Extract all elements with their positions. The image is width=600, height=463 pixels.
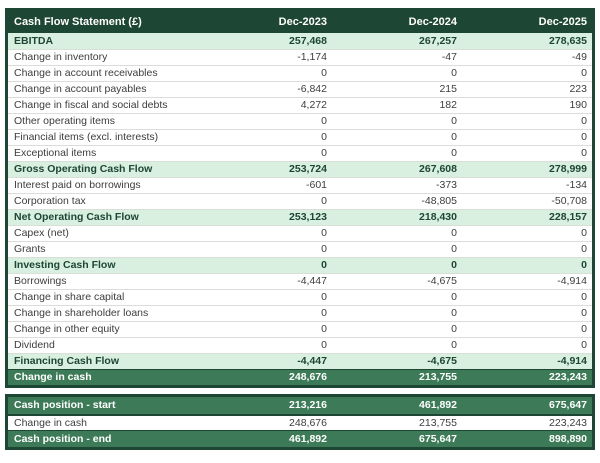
- table-row: [8, 33, 592, 49]
- row-label: Change in account payables: [14, 84, 147, 95]
- cell-value: 0: [451, 323, 457, 336]
- cell-value: 0: [321, 323, 327, 336]
- cell-value: -4,447: [297, 275, 327, 288]
- cell-value: 0: [321, 195, 327, 208]
- row-label: EBITDA: [14, 35, 54, 47]
- cell-value: -4,914: [557, 275, 587, 288]
- cell-value: 213,755: [419, 371, 457, 384]
- row-label: Change in shareholder loans: [14, 308, 149, 319]
- cell-value: 0: [451, 131, 457, 144]
- cell-value: 0: [321, 115, 327, 128]
- cell-value: 223,243: [549, 416, 587, 429]
- cell-value: 267,257: [419, 34, 457, 47]
- table-row: [8, 145, 592, 161]
- cell-value: 0: [451, 115, 457, 128]
- table-row: [8, 337, 592, 353]
- table-row: [8, 97, 592, 113]
- row-label: Other operating items: [14, 116, 115, 127]
- cell-value: 0: [321, 131, 327, 144]
- table-row: [8, 49, 592, 65]
- table-row: [8, 177, 592, 193]
- cell-value: 0: [451, 243, 457, 256]
- cell-value: 0: [451, 67, 457, 80]
- cell-value: -134: [565, 179, 587, 192]
- row-label: Change in cash: [14, 417, 87, 429]
- cell-value: 4,272: [300, 99, 327, 112]
- table-row: [8, 257, 592, 273]
- table-row: [8, 321, 592, 337]
- cell-value: 0: [581, 243, 587, 256]
- table-row: [8, 289, 592, 305]
- row-label: Change in other equity: [14, 324, 120, 335]
- table-row: [8, 161, 592, 177]
- cell-value: 278,635: [549, 34, 587, 47]
- table-title: Cash Flow Statement (£): [14, 16, 142, 28]
- cell-value: 898,890: [549, 432, 587, 445]
- cell-value: 0: [581, 339, 587, 352]
- table-row: [8, 225, 592, 241]
- row-label: Change in share capital: [14, 292, 125, 303]
- table-row: [8, 353, 592, 369]
- row-label: Cash position - start: [14, 400, 116, 411]
- cell-value: -4,914: [557, 355, 587, 368]
- cash-flow-table: [5, 8, 595, 388]
- cell-value: 0: [581, 67, 587, 80]
- table-row: [8, 241, 592, 257]
- table-row: [8, 273, 592, 289]
- cell-value: 0: [451, 291, 457, 304]
- cell-value: 182: [439, 99, 457, 112]
- cash-position-table: [5, 394, 595, 450]
- cell-value: -4,447: [297, 355, 327, 368]
- cell-value: -6,842: [297, 83, 327, 96]
- cell-value: 675,647: [419, 432, 457, 445]
- cash-position-table-body: [8, 397, 592, 447]
- row-label: Borrowings: [14, 276, 67, 287]
- table-header-row: [8, 11, 592, 33]
- cell-value: 253,123: [289, 211, 327, 224]
- cell-value: 0: [321, 227, 327, 240]
- row-label: Interest paid on borrowings: [14, 180, 141, 191]
- cell-value: 0: [451, 259, 457, 272]
- column-header-dec-2024: Dec-2024: [408, 15, 457, 28]
- cell-value: 0: [451, 147, 457, 160]
- cell-value: 213,216: [289, 399, 327, 412]
- row-label: Cash position - end: [14, 433, 112, 445]
- column-header-dec-2023: Dec-2023: [278, 15, 327, 28]
- row-label: Gross Operating Cash Flow: [14, 164, 153, 175]
- cell-value: 257,468: [289, 34, 327, 47]
- cell-value: -48,805: [421, 195, 457, 208]
- row-label: Dividend: [14, 340, 55, 351]
- table-row: [8, 369, 592, 385]
- cell-value: -373: [435, 179, 457, 192]
- row-label: Financing Cash Flow: [14, 356, 120, 367]
- cell-value: 461,892: [419, 399, 457, 412]
- table-row: [8, 193, 592, 209]
- cell-value: 278,999: [549, 163, 587, 176]
- cell-value: 0: [321, 339, 327, 352]
- cell-value: 675,647: [549, 399, 587, 412]
- table-row: [8, 209, 592, 225]
- cell-value: 0: [321, 147, 327, 160]
- row-label: Exceptional items: [14, 148, 97, 159]
- cell-value: 213,755: [419, 416, 457, 429]
- cell-value: 248,676: [289, 416, 327, 429]
- row-label: Net Operating Cash Flow: [14, 212, 139, 223]
- table-row: [8, 430, 592, 447]
- column-header-dec-2025: Dec-2025: [538, 15, 587, 28]
- table-row: [8, 129, 592, 145]
- row-label: Change in inventory: [14, 52, 108, 63]
- row-label: Financial items (excl. interests): [14, 132, 159, 143]
- cell-value: -4,675: [427, 275, 457, 288]
- cell-value: -49: [571, 51, 587, 64]
- table-row: [8, 305, 592, 321]
- cell-value: 0: [581, 291, 587, 304]
- cell-value: 0: [451, 307, 457, 320]
- cell-value: 0: [581, 259, 587, 272]
- cell-value: 0: [451, 227, 457, 240]
- cell-value: -601: [305, 179, 327, 192]
- row-label: Change in cash: [14, 372, 92, 383]
- row-label: Capex (net): [14, 228, 69, 239]
- cell-value: 0: [581, 131, 587, 144]
- cell-value: 0: [581, 323, 587, 336]
- cell-value: 190: [569, 99, 587, 112]
- table-row: [8, 65, 592, 81]
- table-row: [8, 113, 592, 129]
- cell-value: -1,174: [297, 51, 327, 64]
- cash-flow-table-body: [8, 33, 592, 385]
- table-row: [8, 397, 592, 414]
- table-row: [8, 81, 592, 97]
- cell-value: 248,676: [289, 371, 327, 384]
- row-label: Corporation tax: [14, 196, 86, 207]
- cell-value: -50,708: [551, 195, 587, 208]
- cell-value: 223,243: [549, 371, 587, 384]
- cell-value: 461,892: [289, 432, 327, 445]
- cell-value: 0: [451, 339, 457, 352]
- cell-value: 228,157: [549, 211, 587, 224]
- row-label: Change in account receivables: [14, 68, 158, 79]
- cell-value: 0: [321, 243, 327, 256]
- row-label: Change in fiscal and social debts: [14, 100, 168, 111]
- cell-value: 0: [581, 307, 587, 320]
- row-label: Grants: [14, 244, 46, 255]
- cell-value: -4,675: [427, 355, 457, 368]
- cell-value: 0: [581, 147, 587, 160]
- cell-value: 0: [321, 259, 327, 272]
- cell-value: 0: [581, 115, 587, 128]
- cell-value: 0: [321, 67, 327, 80]
- row-label: Investing Cash Flow: [14, 260, 116, 271]
- cell-value: 267,608: [419, 163, 457, 176]
- cell-value: -47: [441, 51, 457, 64]
- cell-value: 0: [321, 307, 327, 320]
- cell-value: 253,724: [289, 163, 327, 176]
- cell-value: 0: [321, 291, 327, 304]
- cell-value: 215: [439, 83, 457, 96]
- table-row: [8, 414, 592, 430]
- cell-value: 0: [581, 227, 587, 240]
- cell-value: 218,430: [419, 211, 457, 224]
- cell-value: 223: [569, 83, 587, 96]
